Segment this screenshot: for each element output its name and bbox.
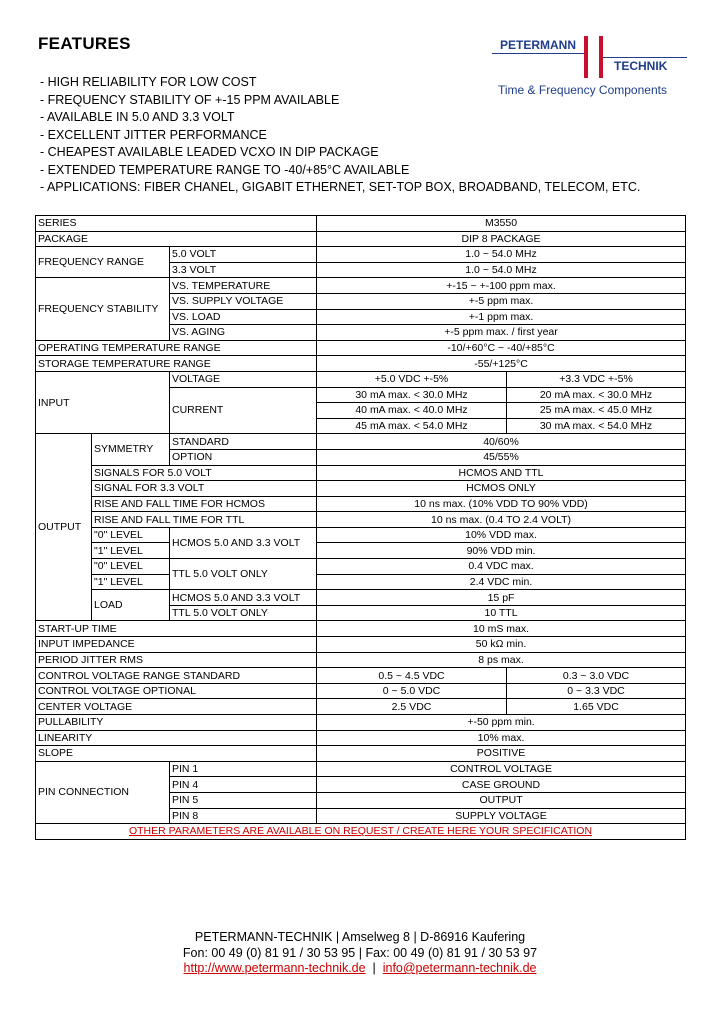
spec-value: +-5 ppm max. / first year	[317, 325, 686, 341]
spec-value: 40 mA max. < 40.0 MHz	[317, 403, 507, 419]
feature-item: - HIGH RELIABILITY FOR LOW COST	[40, 75, 257, 89]
spec-sublabel: VS. LOAD	[170, 309, 317, 325]
spec-value: 0.4 VDC max.	[317, 559, 686, 575]
spec-value: 1.0 ~ 54.0 MHz	[317, 262, 686, 278]
spec-sublabel: RISE AND FALL TIME FOR HCMOS	[92, 496, 317, 512]
table-row	[36, 231, 686, 247]
spec-value: +-15 ~ +-100 ppm max.	[317, 278, 686, 294]
spec-sublabel: "0" LEVEL	[92, 559, 170, 575]
spec-value: 30 mA max. < 30.0 MHz	[317, 387, 507, 403]
spec-sublabel: TTL 5.0 VOLT ONLY	[170, 559, 317, 590]
table-row	[36, 824, 686, 840]
spec-sublabel: 3.3 VOLT	[170, 262, 317, 278]
spec-value: 1.65 VDC	[507, 699, 686, 715]
spec-value: M3550	[317, 216, 686, 232]
spec-value: CASE GROUND	[317, 777, 686, 793]
spec-sublabel: SIGNALS FOR 5.0 VOLT	[92, 465, 317, 481]
spec-sublabel: VS. SUPPLY VOLTAGE	[170, 293, 317, 309]
spec-label: LINEARITY	[36, 730, 317, 746]
website-link[interactable]: http://www.petermann-technik.de	[183, 961, 366, 975]
spec-value: 10% max.	[317, 730, 686, 746]
spec-sublabel: "0" LEVEL	[92, 527, 170, 543]
spec-value: 10 ns max. (0.4 TO 2.4 VOLT)	[317, 512, 686, 528]
table-row	[36, 652, 686, 668]
feature-item: - FREQUENCY STABILITY OF +-15 PPM AVAILABLE	[40, 92, 340, 107]
spec-label: PACKAGE	[36, 231, 317, 247]
feature-item: - EXTENDED TEMPERATURE RANGE TO -40/+85°C AVAILABLE	[40, 162, 410, 177]
spec-sublabel: 5.0 VOLT	[170, 247, 317, 263]
logo-tagline: Time & Frequency Components	[498, 83, 667, 97]
table-row	[36, 247, 686, 263]
table-row	[36, 668, 686, 684]
table-row	[36, 356, 686, 372]
table-row	[36, 746, 686, 762]
table-row	[36, 465, 686, 481]
table-row	[36, 434, 686, 450]
spec-sublabel: VS. AGING	[170, 325, 317, 341]
feature-list	[40, 74, 640, 197]
spec-value: -10/+60°C ~ -40/+85°C	[317, 340, 686, 356]
spec-value: +5.0 VDC +-5%	[317, 371, 507, 387]
spec-value: 0 ~ 3.3 VDC	[507, 683, 686, 699]
spec-sublabel: PIN 1	[170, 761, 317, 777]
table-row	[36, 559, 686, 575]
spec-value: 10 TTL	[317, 605, 686, 621]
table-row	[36, 637, 686, 653]
spec-label: CENTER VOLTAGE	[36, 699, 317, 715]
footer-links	[0, 961, 720, 977]
spec-value: 45 mA max. < 54.0 MHz	[317, 418, 507, 434]
spec-label: OPERATING TEMPERATURE RANGE	[36, 340, 317, 356]
spec-sublabel: PIN 5	[170, 792, 317, 808]
spec-sublabel: TTL 5.0 VOLT ONLY	[170, 605, 317, 621]
feature-item: - CHEAPEST AVAILABLE LEADED VCXO IN DIP PACKAGE	[40, 145, 379, 159]
spec-sublabel: CURRENT	[170, 387, 317, 434]
spec-label: SLOPE	[36, 746, 317, 762]
spec-value: +-5 ppm max.	[317, 293, 686, 309]
table-row	[36, 621, 686, 637]
spec-value: 50 kΩ min.	[317, 637, 686, 653]
table-row	[36, 730, 686, 746]
spec-value: 90% VDD min.	[317, 543, 686, 559]
spec-label: CONTROL VOLTAGE OPTIONAL	[36, 683, 317, 699]
spec-value: 30 mA max. < 54.0 MHz	[507, 418, 686, 434]
spec-value: +3.3 VDC +-5%	[507, 371, 686, 387]
spec-value: 0.5 ~ 4.5 VDC	[317, 668, 507, 684]
table-row	[36, 371, 686, 387]
spec-label: OUTPUT	[36, 434, 92, 621]
spec-value: +-1 ppm max.	[317, 309, 686, 325]
spec-sublabel: VOLTAGE	[170, 371, 317, 387]
spec-sublabel: OPTION	[170, 449, 317, 465]
spec-sublabel: PIN 4	[170, 777, 317, 793]
feature-item: - AVAILABLE IN 5.0 AND 3.3 VOLT	[40, 110, 235, 124]
spec-value: HCMOS AND TTL	[317, 465, 686, 481]
footer-separator: |	[365, 961, 383, 975]
table-row	[36, 683, 686, 699]
page-title: FEATURES	[38, 34, 131, 53]
spec-sublabel: SYMMETRY	[92, 434, 170, 465]
spec-label: FREQUENCY RANGE	[36, 247, 170, 278]
spec-value: 8 ps max.	[317, 652, 686, 668]
spec-sublabel: SIGNAL FOR 3.3 VOLT	[92, 481, 317, 497]
spec-label: INPUT	[36, 371, 170, 433]
spec-sublabel: "1" LEVEL	[92, 543, 170, 559]
spec-label: STORAGE TEMPERATURE RANGE	[36, 356, 317, 372]
spec-label: PERIOD JITTER RMS	[36, 652, 317, 668]
spec-sublabel: HCMOS 5.0 AND 3.3 VOLT	[170, 590, 317, 606]
table-row	[36, 761, 686, 777]
specification-table	[35, 215, 686, 840]
spec-value: 10% VDD max.	[317, 527, 686, 543]
spec-value: 2.5 VDC	[317, 699, 507, 715]
spec-value: +-50 ppm min.	[317, 715, 686, 731]
logo-line	[492, 53, 584, 54]
table-row	[36, 512, 686, 528]
spec-value: 0.3 ~ 3.0 VDC	[507, 668, 686, 684]
spec-label: INPUT IMPEDANCE	[36, 637, 317, 653]
feature-item: - APPLICATIONS: FIBER CHANEL, GIGABIT ETHERNET, SET-TOP BOX, BROADBAND, TELECOM, ETC.	[40, 180, 641, 194]
spec-value: 45/55%	[317, 449, 686, 465]
table-row	[36, 543, 686, 559]
footer-phone-fax: Fon: 00 49 (0) 81 91 / 30 53 95 | Fax: 00 49 (0) 81 91 / 30 53 97	[182, 945, 538, 960]
footer-address: PETERMANN-TECHNIK | Amselweg 8 | D-86916 Kaufering	[194, 930, 526, 944]
table-row	[36, 496, 686, 512]
spec-sublabel: VS. TEMPERATURE	[170, 278, 317, 294]
table-row	[36, 715, 686, 731]
spec-value: 25 mA max. < 45.0 MHz	[507, 403, 686, 419]
table-row	[36, 216, 686, 232]
spec-value: DIP 8 PACKAGE	[317, 231, 686, 247]
logo-line	[603, 57, 687, 58]
table-row	[36, 590, 686, 606]
table-row	[36, 278, 686, 294]
spec-sublabel: HCMOS 5.0 AND 3.3 VOLT	[170, 527, 317, 558]
spec-value: OUTPUT	[317, 792, 686, 808]
spec-sublabel: STANDARD	[170, 434, 317, 450]
spec-value: 20 mA max. < 30.0 MHz	[507, 387, 686, 403]
spec-label: FREQUENCY STABILITY	[36, 278, 170, 340]
spec-value: 10 ns max. (10% VDD TO 90% VDD)	[317, 496, 686, 512]
footer	[0, 930, 720, 977]
spec-sublabel: RISE AND FALL TIME FOR TTL	[92, 512, 317, 528]
spec-label: SERIES	[36, 216, 317, 232]
email-link[interactable]: info@petermann-technik.de	[382, 961, 537, 975]
logo-bar	[584, 36, 588, 78]
spec-value: 0 ~ 5.0 VDC	[317, 683, 507, 699]
spec-value: 15 pF	[317, 590, 686, 606]
spec-label: CONTROL VOLTAGE RANGE STANDARD	[36, 668, 317, 684]
table-row	[36, 340, 686, 356]
spec-value: 40/60%	[317, 434, 686, 450]
spec-value: POSITIVE	[317, 746, 686, 762]
logo-technik: TECHNIK	[614, 59, 668, 73]
spec-sublabel: "1" LEVEL	[92, 574, 170, 590]
spec-label: START-UP TIME	[36, 621, 317, 637]
spec-sublabel: PIN 8	[170, 808, 317, 824]
table-row	[36, 481, 686, 497]
spec-value: 10 mS max.	[317, 621, 686, 637]
table-row	[36, 527, 686, 543]
table-row	[36, 574, 686, 590]
spec-value: 2.4 VDC min.	[317, 574, 686, 590]
spec-value: 1.0 ~ 54.0 MHz	[317, 247, 686, 263]
spec-value: CONTROL VOLTAGE	[317, 761, 686, 777]
spec-value: SUPPLY VOLTAGE	[317, 808, 686, 824]
spec-sublabel: LOAD	[92, 590, 170, 621]
request-link[interactable]: OTHER PARAMETERS ARE AVAILABLE ON REQUEST / CREATE HERE YOUR SPECIFICATION	[36, 824, 686, 840]
spec-value: -55/+125°C	[317, 356, 686, 372]
spec-label: PULLABILITY	[36, 715, 317, 731]
feature-item: - EXCELLENT JITTER PERFORMANCE	[40, 127, 267, 142]
logo-name: PETERMANN	[500, 38, 577, 52]
spec-value: HCMOS ONLY	[317, 481, 686, 497]
spec-label: PIN CONNECTION	[36, 761, 170, 823]
table-row	[36, 699, 686, 715]
